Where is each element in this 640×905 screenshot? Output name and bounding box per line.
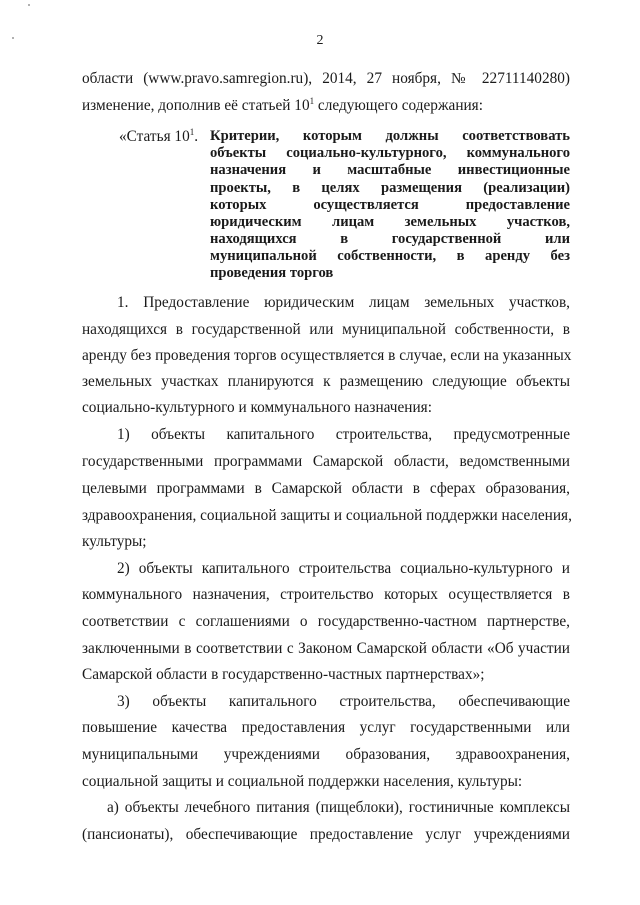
scan-speck <box>28 4 30 6</box>
heading-line: проведения торгов <box>210 265 334 281</box>
text-line: заключенными в соответствии с Законом Самарской области «Об участии <box>82 640 570 657</box>
intro-line-2 <box>82 97 570 115</box>
text-line: государственными программами Самарской области, ведомственными <box>82 453 570 470</box>
text-line: соответствии с соглашениями о государственно-частном партнерстве, <box>82 613 570 630</box>
text-line: повышение качества предоставления услуг государственными или <box>82 719 570 736</box>
superscript: 1 <box>189 126 195 137</box>
text-line: коммунального назначения, строительство которых осуществляется в <box>82 586 570 603</box>
text-line: (пансионаты), обеспечивающие предоставление услуг учреждениями <box>82 826 570 843</box>
text-line: социально-культурного и коммунального назначения: <box>82 399 432 416</box>
scan-speck <box>12 37 14 39</box>
heading-line: муниципальной собственности, в аренду без <box>210 248 570 264</box>
article-label-text: «Статья 10 <box>119 128 190 145</box>
intro-text: изменение, дополнив её статьей 10 <box>82 97 310 114</box>
article-label <box>119 128 198 146</box>
text-line: социальной защиты и социальной поддержки населения, культуры: <box>82 773 523 790</box>
text-line: а) объекты лечебного питания (пищеблоки), гостиничные комплексы <box>107 799 570 816</box>
intro-text: следующего содержания: <box>314 97 483 114</box>
heading-line: находящихся в государственной или <box>210 231 570 247</box>
text-line: целевыми программами в Самарской области в сферах образования, <box>82 480 570 497</box>
text-line: культуры; <box>82 533 147 550</box>
heading-line: которых осуществляется предоставление <box>210 197 570 213</box>
text-line: аренду без проведения торгов осуществляется в случае, если на указанных <box>82 347 572 364</box>
heading-line: Критерии, которым должны соответствовать <box>210 128 570 144</box>
heading-line: проекты, в целях размещения (реализации) <box>210 180 570 196</box>
text-line: здравоохранения, социальной защиты и социальной поддержки населения, <box>82 507 572 524</box>
text-line: 2) объекты капитального строительства социально-культурного и <box>117 560 570 577</box>
text-line: 3) объекты капитального строительства, обеспечивающие <box>117 693 570 710</box>
text-line: муниципальными учреждениями образования, здравоохранения, <box>82 746 570 763</box>
text-line: находящихся в государственной или муниципальной собственности, в <box>82 321 570 338</box>
superscript: 1 <box>309 95 315 106</box>
text-line: 1) объекты капитального строительства, предусмотренные <box>117 426 570 443</box>
heading-line: назначения и масштабные инвестиционные <box>210 162 570 178</box>
intro-line-1: области (www.pravo.samregion.ru), 2014, 27 ноября, № 22711140280) <box>82 70 570 87</box>
text-line: земельных участках планируются к размещению следующие объекты <box>82 373 570 390</box>
text-line: Самарской области в государственно-частных партнерствах»; <box>82 666 485 683</box>
article-label-text: . <box>194 128 199 145</box>
page-number: 2 <box>316 33 324 48</box>
heading-line: объекты социально-культурного, коммунального <box>210 145 570 161</box>
heading-line: юридическим лицам земельных участков, <box>210 214 570 230</box>
text-line: 1. Предоставление юридическим лицам земельных участков, <box>117 294 570 311</box>
